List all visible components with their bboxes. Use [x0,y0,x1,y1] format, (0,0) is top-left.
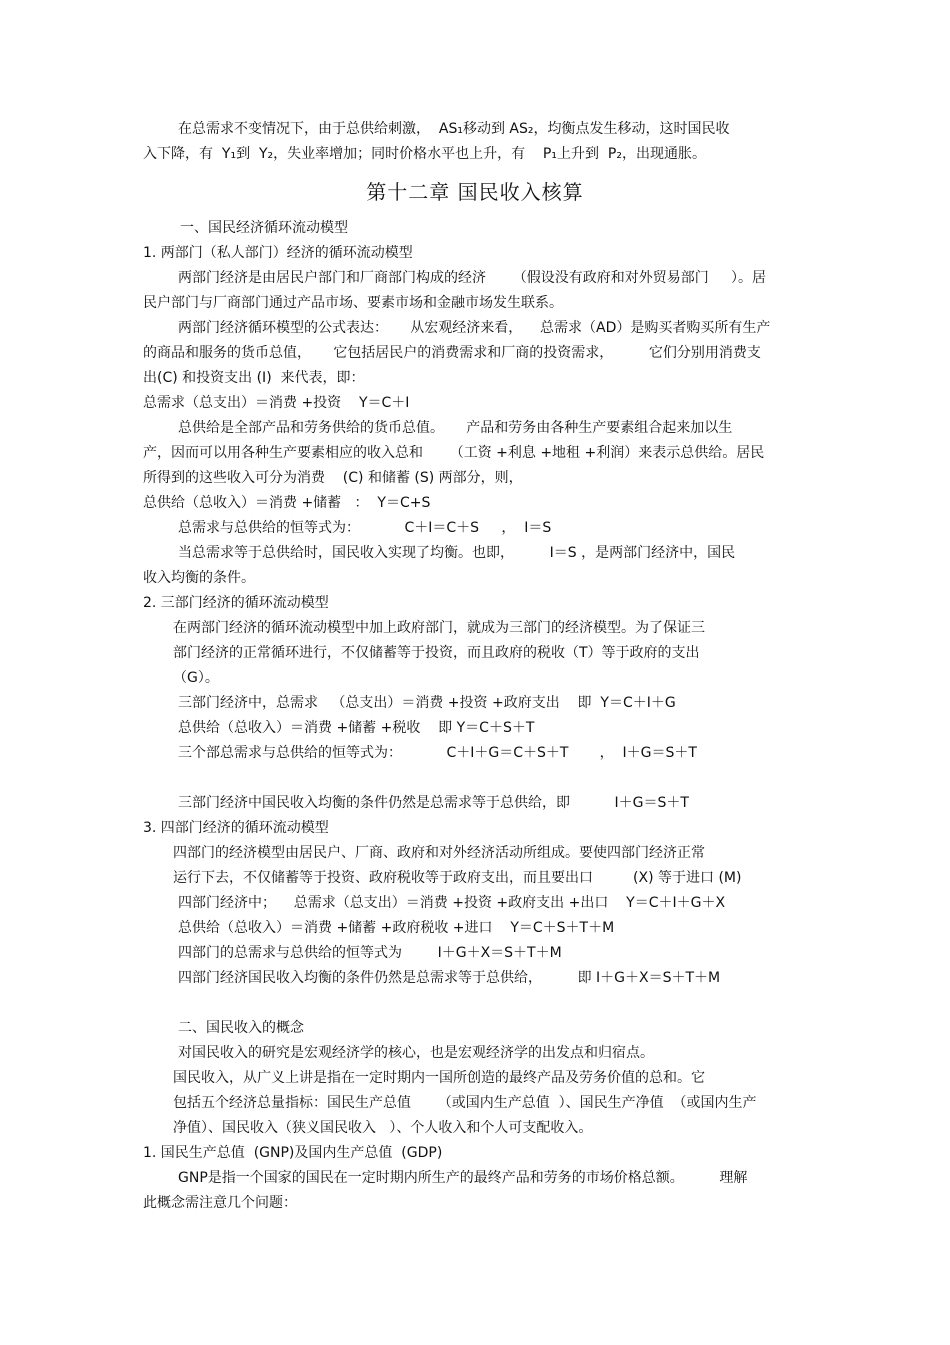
paragraph-line: 国民收入，从广义上讲是指在一定时期内一国所创造的最终产品及劳务价值的总和。它 [173,1070,705,1086]
paragraph-line: 运行下去，不仅储蓄等于投资、政府税收等于政府支出，而且要出口 (X) 等于进口 (M) [173,870,742,886]
formula-line: 四部门的总需求与总供给的恒等式为 I＋G＋X＝S＋T＋M [178,945,562,961]
subsection-heading-4: 1. 国民生产总值 (GNP)及国内生产总值 (GDP) [143,1145,443,1161]
formula-line: 四部门经济中； 总需求（总支出）＝消费 +投资 +政府支出 +出口 Y＝C＋I＋G＋X [178,895,726,911]
paragraph-line: 此概念需注意几个问题： [143,1195,297,1211]
formula-line: 总供给（总收入）＝消费 +储蓄 +政府税收 +进口 Y＝C＋S＋T＋M [178,920,615,936]
paragraph-line: 当总需求等于总供给时，国民收入实现了均衡。也即， I＝S ，是两部门经济中，国民 [178,545,736,561]
paragraph-line: 出(C) 和投资支出 (I) 来代表，即： [143,370,365,386]
paragraph-line: 四部门的经济模型由居民户、厂商、政府和对外经济活动所组成。要使四部门经济正常 [173,845,705,861]
intro-line-1: 在总需求不变情况下，由于总供给刺激， AS₁移动到 AS₂，均衡点发生移动，这时国民收 [178,121,730,137]
paragraph-line: 收入均衡的条件。 [143,570,255,586]
formula-line: 总需求与总供给的恒等式为： C＋I＝C＋S ， I＝S [178,520,552,536]
paragraph-line: 净值）、国民收入（狭义国民收入 ）、个人收入和个人可支配收入。 [173,1120,593,1136]
paragraph-line: 对国民收入的研究是宏观经济学的核心，也是宏观经济学的出发点和归宿点。 [178,1045,654,1061]
subsection-heading-2: 2. 三部门经济的循环流动模型 [143,595,329,611]
formula-line: 三个部总需求与总供给的恒等式为： C＋I＋G＝C＋S＋T ， I＋G＝S＋T [178,745,697,761]
formula-line: 总供给（总收入）＝消费 +储蓄 ： Y＝C+S [143,495,431,511]
subsection-heading-3: 3. 四部门经济的循环流动模型 [143,820,329,836]
paragraph-line: GNP是指一个国家的国民在一定时期内所生产的最终产品和劳务的市场价格总额。 理解 [178,1170,748,1186]
section-heading-1: 一、国民经济循环流动模型 [180,220,348,236]
paragraph-line: 在两部门经济的循环流动模型中加上政府部门，就成为三部门的经济模型。为了保证三 [173,620,705,636]
paragraph-line: 产，因而可以用各种生产要素相应的收入总和 （工资 +利息 +地租 +利润）来表示总供给。居民 [143,445,765,461]
formula-line: 三部门经济中国民收入均衡的条件仍然是总需求等于总供给，即 I＋G＝S＋T [178,795,689,811]
paragraph-line: 包括五个经济总量指标：国民生产总值 （或国内生产总值 ）、国民生产净值 （或国内生产 [173,1095,757,1111]
paragraph-line: 的商品和服务的货币总值， 它包括居民户的消费需求和厂商的投资需求， 它们分别用消费支 [143,345,761,361]
paragraph-line: 部门经济的正常循环进行，不仅储蓄等于投资，而且政府的税收（T）等于政府的支出 [173,645,700,661]
formula-line: 总供给（总收入）＝消费 +储蓄 +税收 即 Y＝C＋S＋T [178,720,535,736]
paragraph-line: 总供给是全部产品和劳务供给的货币总值。 产品和劳务由各种生产要素组合起来加以生 [178,420,733,436]
paragraph-line: 所得到的这些收入可分为消费 (C) 和储蓄 (S) 两部分，则， [143,470,523,486]
paragraph-line: 两部门经济循环模型的公式表达： 从宏观经济来看， 总需求（AD）是购买者购买所有生产 [178,320,771,336]
formula-line: 三部门经济中，总需求 （总支出）＝消费 +投资 +政府支出 即 Y＝C＋I＋G [178,695,676,711]
paragraph-line: 民户部门与厂商部门通过产品市场、要素市场和金融市场发生联系。 [143,295,563,311]
section-heading-2: 二、国民收入的概念 [178,1020,304,1036]
subsection-heading-1: 1. 两部门（私人部门）经济的循环流动模型 [143,245,413,261]
formula-line: 四部门经济国民收入均衡的条件仍然是总需求等于总供给， 即 I＋G＋X＝S＋T＋M [178,970,721,986]
chapter-title: 第十二章 国民收入核算 [366,180,584,204]
paragraph-line: 两部门经济是由居民户部门和厂商部门构成的经济 （假设没有政府和对外贸易部门 ）。居 [178,270,766,286]
intro-line-2: 入下降，有 Y₁到 Y₂，失业率增加；同时价格水平也上升，有 P₁上升到 P₂，出现通胀。 [143,146,706,162]
formula-line: 总需求（总支出）＝消费 +投资 Y＝C＋I [143,395,410,411]
paragraph-line: （G）。 [173,670,219,686]
